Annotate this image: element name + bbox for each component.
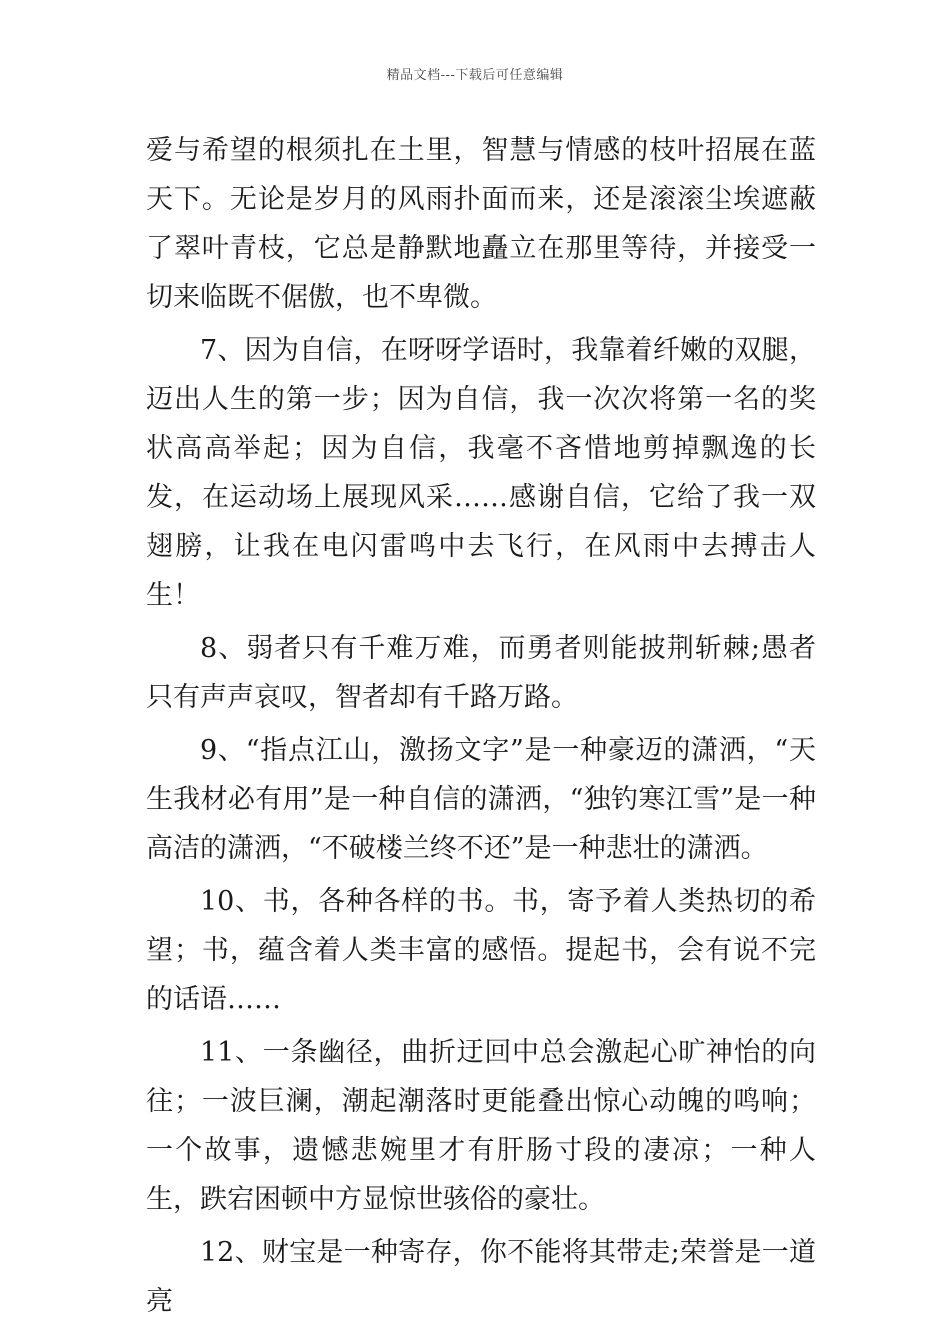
document-body [146,126,816,1330]
paragraph-7: 7、因为自信，在呀呀学语时，我靠着纤嫩的双腿，迈出人生的第一步；因为自信，我一次次将第一名的奖状高高举起；因为自信，我毫不吝惜地剪掉飘逸的长发，在运动场上展现风采……感谢自信，它给了我一双翅膀，让我在电闪雷鸣中去飞行，在风雨中去搏击人生！ [146,335,816,611]
paragraph-8: 8、弱者只有千难万难，而勇者则能披荆斩棘;愚者只有声声哀叹，智者却有千路万路。 [146,633,816,713]
paragraph-intro: 爱与希望的根须扎在土里，智慧与情感的枝叶招展在蓝天下。无论是岁月的风雨扑面而来，还是滚滚尘埃遮蔽了翠叶青枝，它总是静默地矗立在那里等待，并接受一切来临既不倨傲，也不卑微。 [146,135,816,313]
paragraph-10: 10、书，各种各样的书。书，寄予着人类热切的希望；书，蕴含着人类丰富的感悟。提起书，会有说不完的话语…… [146,886,816,1015]
page-header: 精品文档---下载后可任意编辑 [386,68,564,83]
paragraph-11: 11、一条幽径，曲折迂回中总会激起心旷神怡的向往；一波巨澜，潮起潮落时更能叠出惊心动魄的鸣响；一个故事，遗憾悲婉里才有肝肠寸段的凄凉；一种人生，跌宕困顿中方显惊世骇俗的豪壮。 [146,1037,816,1215]
paragraph-12: 12、财宝是一种寄存，你不能将其带走;荣誉是一道亮 [146,1237,816,1317]
paragraph-9: 9、“指点江山，激扬文字”是一种豪迈的潇洒，“天生我材必有用”是一种自信的潇洒，“独钓寒江雪”是一种高洁的潇洒，“不破楼兰终不还”是一种悲壮的潇洒。 [146,735,816,864]
